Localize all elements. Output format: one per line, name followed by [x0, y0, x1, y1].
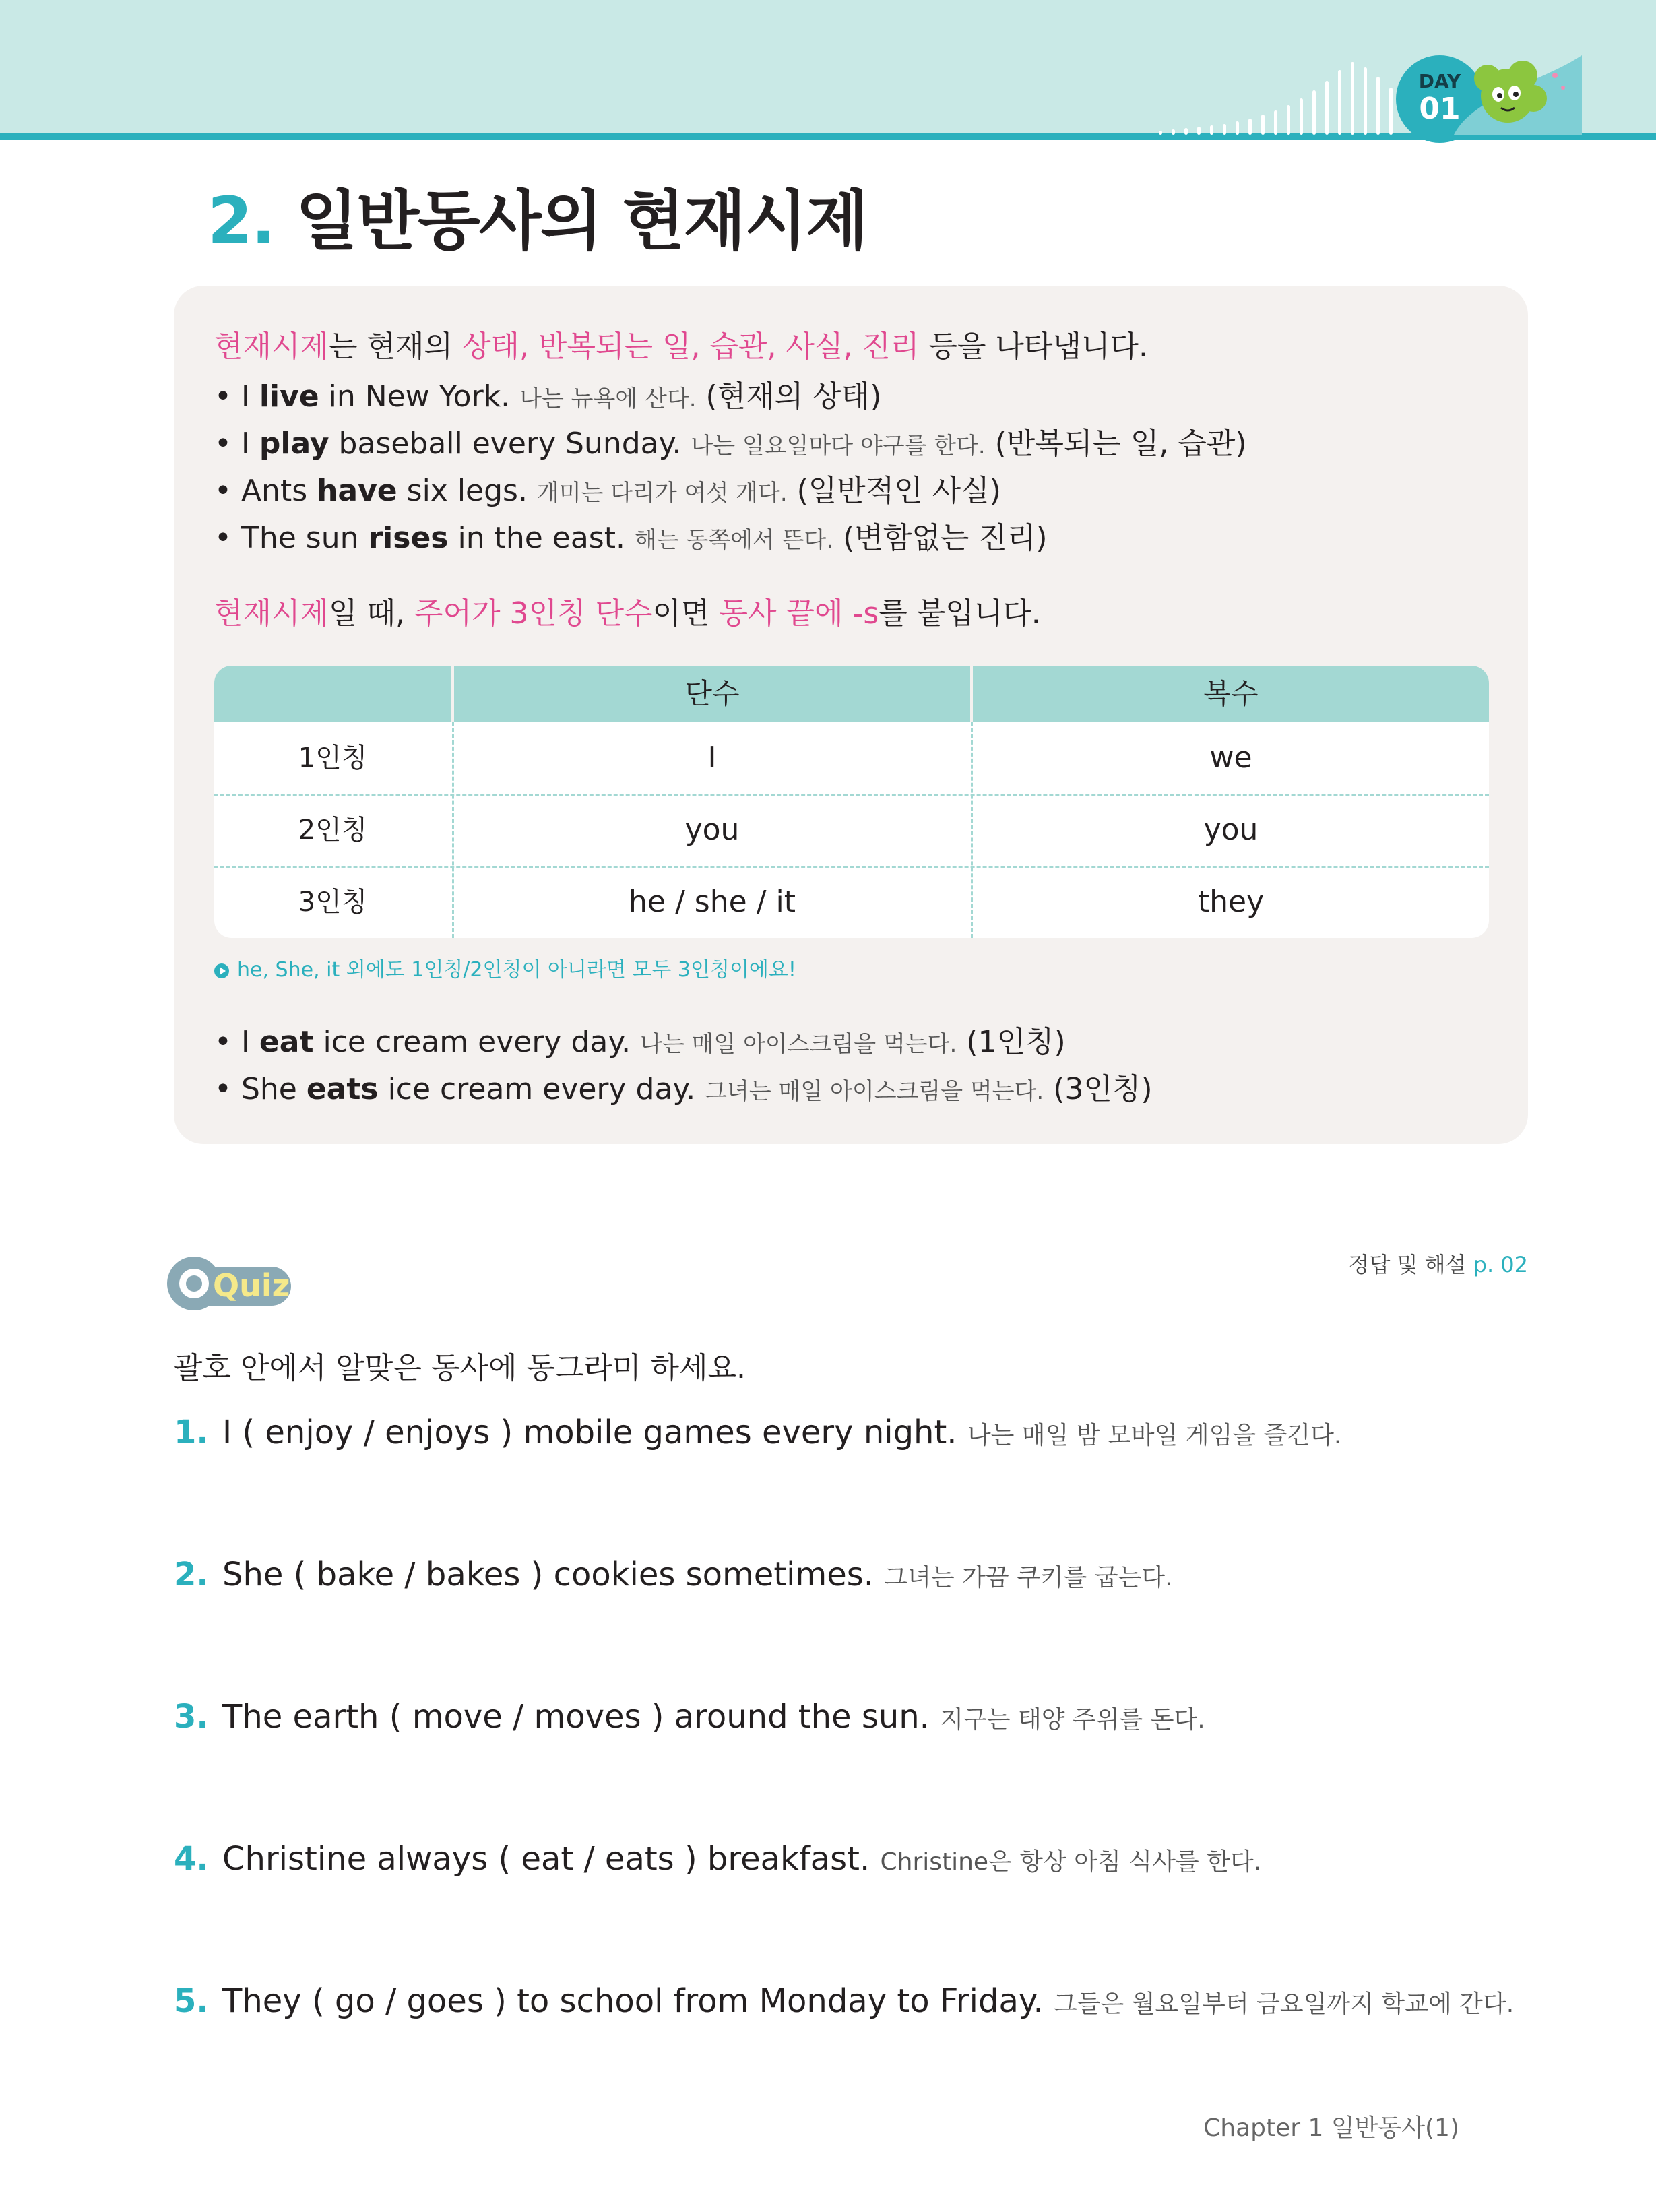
question-text[interactable]: She ( bake / bakes ) cookies sometimes. — [222, 1556, 874, 1593]
answer-reference-label: 정답 및 해설 — [1348, 1252, 1467, 1277]
intro-text-2: 등을 나타냅니다. — [919, 329, 1148, 364]
example-tag: (반복되는 일, 습관) — [994, 426, 1247, 461]
table-cell-plural: you — [1203, 813, 1259, 847]
example-translation: 나는 일요일마다 야구를 한다. — [691, 433, 986, 460]
question-number: 2. — [174, 1556, 209, 1593]
quiz-instruction: 괄호 안에서 알맞은 동사에 동그라미 하세요. — [174, 1351, 746, 1385]
intro-text-1: 는 현재의 — [329, 329, 463, 364]
question-text[interactable]: The earth ( move / moves ) around the sun. — [222, 1698, 930, 1736]
equalizer-bar — [1159, 131, 1162, 135]
table-row — [214, 722, 1489, 794]
question-number: 5. — [174, 1982, 209, 2020]
question-number: 4. — [174, 1840, 209, 1878]
question-translation: 그녀는 가끔 쿠키를 굽는다. — [884, 1564, 1173, 1591]
example-tag: (현재의 상태) — [705, 379, 882, 414]
example-subject: Ants — [241, 474, 317, 508]
quiz-question — [174, 1840, 1261, 1878]
table-cell-person: 3인칭 — [298, 887, 368, 918]
equalizer-bar — [1184, 128, 1188, 135]
table-cell-person: 1인칭 — [298, 742, 368, 773]
example-verb: live — [259, 379, 319, 414]
mascot-icon — [1447, 55, 1582, 136]
equalizer-bar — [1300, 98, 1303, 135]
example-verb: eat — [259, 1025, 314, 1059]
example-verb: eats — [306, 1072, 379, 1106]
example-translation: 나는 매일 아이스크림을 먹는다. — [640, 1031, 957, 1058]
equalizer-decoration — [1159, 59, 1401, 135]
table-row — [214, 794, 1489, 866]
section-number: 2. — [208, 183, 275, 259]
example-verb: rises — [368, 521, 449, 555]
table-column-divider — [971, 722, 973, 938]
table-cell-singular: I — [707, 740, 717, 775]
example-rest: ice cream every day. — [378, 1072, 696, 1106]
quiz-question — [174, 1698, 1205, 1736]
question-text[interactable]: They ( go / goes ) to school from Monday to Friday. — [222, 1982, 1044, 2020]
example-line: • I live in New York. 나는 뉴욕에 산다. (현재의 상태) — [214, 379, 882, 414]
example-verb: have — [317, 474, 397, 508]
header-divider — [0, 133, 1656, 140]
equalizer-bar — [1210, 125, 1213, 135]
equalizer-bar — [1351, 62, 1354, 135]
example-translation: 나는 뉴욕에 산다. — [519, 385, 697, 412]
play-bullet-icon — [214, 963, 229, 978]
table-header-empty — [214, 666, 451, 722]
example-subject: I — [241, 426, 259, 461]
example-line: • I eat ice cream every day. 나는 매일 아이스크림을 먹는다. (1인칭) — [214, 1025, 1066, 1059]
equalizer-bar — [1248, 119, 1252, 135]
rule-highlight-2: 주어가 3인칭 단수 — [414, 596, 653, 631]
grammar-box — [174, 286, 1528, 1144]
table-cell-plural: we — [1209, 740, 1252, 775]
question-translation: 나는 매일 밤 모바일 게임을 즐긴다. — [967, 1422, 1342, 1449]
answer-reference — [1349, 1248, 1528, 1279]
table-cell-singular: you — [684, 813, 740, 847]
section-title — [208, 170, 867, 262]
equalizer-bar — [1312, 90, 1316, 135]
equalizer-bar — [1338, 70, 1341, 135]
answer-reference-page: p. 02 — [1473, 1252, 1528, 1277]
example-rest: baseball every Sunday. — [329, 426, 682, 461]
equalizer-bar — [1287, 105, 1290, 135]
example-line: • The sun rises in the east. 해는 동쪽에서 뜬다. (변함없는 진리) — [214, 521, 1048, 555]
question-text[interactable]: I ( enjoy / enjoys ) mobile games every night. — [222, 1414, 957, 1451]
equalizer-bar — [1376, 77, 1380, 135]
rule-text-2: 이면 — [652, 596, 720, 631]
example-subject: I — [241, 1025, 259, 1059]
example-translation: 그녀는 매일 아이스크림을 먹는다. — [705, 1078, 1044, 1105]
example-line: • I play baseball every Sunday. 나는 일요일마다 야구를 한다. (반복되는 일, 습관) — [214, 426, 1247, 461]
tip-note — [214, 953, 796, 982]
example-line: • She eats ice cream every day. 그녀는 매일 아이스크림을 먹는다. (3인칭) — [214, 1072, 1153, 1106]
example-rest: ice cream every day. — [313, 1025, 631, 1059]
table-cell-person: 2인칭 — [298, 815, 368, 846]
table-column-divider — [452, 722, 454, 938]
example-subject: The sun — [241, 521, 369, 555]
example-subject: I — [241, 379, 259, 414]
question-translation: 지구는 태양 주위를 돈다. — [940, 1706, 1205, 1734]
example-rest: in the east. — [448, 521, 625, 555]
quiz-question — [174, 1414, 1341, 1451]
section-title-text: 일반동사의 현재시제 — [295, 183, 867, 259]
day-number: 01 — [1419, 92, 1461, 126]
equalizer-bar — [1389, 88, 1393, 135]
example-verb: play — [259, 426, 329, 461]
page-footer: Chapter 1 일반동사(1) — [1203, 2114, 1459, 2142]
table-row-divider — [214, 794, 1489, 796]
day-label: DAY — [1418, 70, 1461, 92]
tip-text: he, She, it 외에도 1인칭/2인칭이 아니라면 모두 3인칭이에요! — [237, 958, 796, 982]
rule-text-3: 를 붙입니다. — [879, 596, 1041, 631]
equalizer-bar — [1197, 127, 1201, 135]
intro-highlight-2: 상태, 반복되는 일, 습관, 사실, 진리 — [462, 329, 920, 364]
equalizer-bar — [1236, 121, 1239, 135]
rule-highlight-3: 동사 끝에 -s — [719, 596, 879, 631]
grammar-rule — [214, 589, 1041, 632]
example-tag: (1인칭) — [966, 1025, 1066, 1059]
table-header-singular: 단수 — [454, 666, 970, 722]
example-translation: 개미는 다리가 여섯 개다. — [536, 480, 788, 507]
equalizer-bar — [1261, 115, 1265, 135]
quiz-logo-text: Quiz — [213, 1267, 290, 1304]
pronoun-table — [214, 666, 1489, 938]
equalizer-bar — [1172, 129, 1175, 135]
table-row-divider — [214, 866, 1489, 868]
quiz-question — [174, 1982, 1514, 2020]
table-cell-plural: they — [1197, 885, 1265, 919]
equalizer-bar — [1364, 67, 1367, 135]
table-header-plural: 복수 — [973, 666, 1489, 722]
equalizer-bar — [1325, 81, 1329, 135]
example-rest: in New York. — [319, 379, 511, 414]
rule-text-1: 일 때, — [329, 596, 414, 631]
question-text[interactable]: Christine always ( eat / eats ) breakfast. — [222, 1840, 870, 1878]
grammar-intro — [214, 322, 1148, 365]
rule-highlight-1: 현재시제 — [214, 596, 329, 631]
table-row — [214, 866, 1489, 938]
example-tag: (3인칭) — [1053, 1072, 1153, 1106]
example-tag: (일반적인 사실) — [796, 474, 1001, 508]
example-subject: She — [241, 1072, 307, 1106]
question-number: 3. — [174, 1698, 209, 1736]
question-number: 1. — [174, 1414, 209, 1451]
table-cell-singular: he / she / it — [629, 885, 796, 919]
equalizer-bar — [1274, 110, 1277, 135]
example-rest: six legs. — [397, 474, 528, 508]
question-translation: 그들은 월요일부터 금요일까지 학교에 간다. — [1053, 1990, 1515, 2018]
equalizer-bar — [1223, 124, 1226, 135]
example-tag: (변함없는 진리) — [843, 521, 1048, 555]
question-translation: Christine은 항상 아침 식사를 한다. — [880, 1848, 1262, 1876]
example-line: • Ants have six legs. 개미는 다리가 여섯 개다. (일반적인 사실) — [214, 474, 1001, 508]
quiz-question — [174, 1556, 1173, 1593]
quiz-logo — [166, 1255, 294, 1313]
example-translation: 해는 동쪽에서 뜬다. — [634, 527, 834, 554]
intro-highlight-1: 현재시제 — [214, 329, 329, 364]
